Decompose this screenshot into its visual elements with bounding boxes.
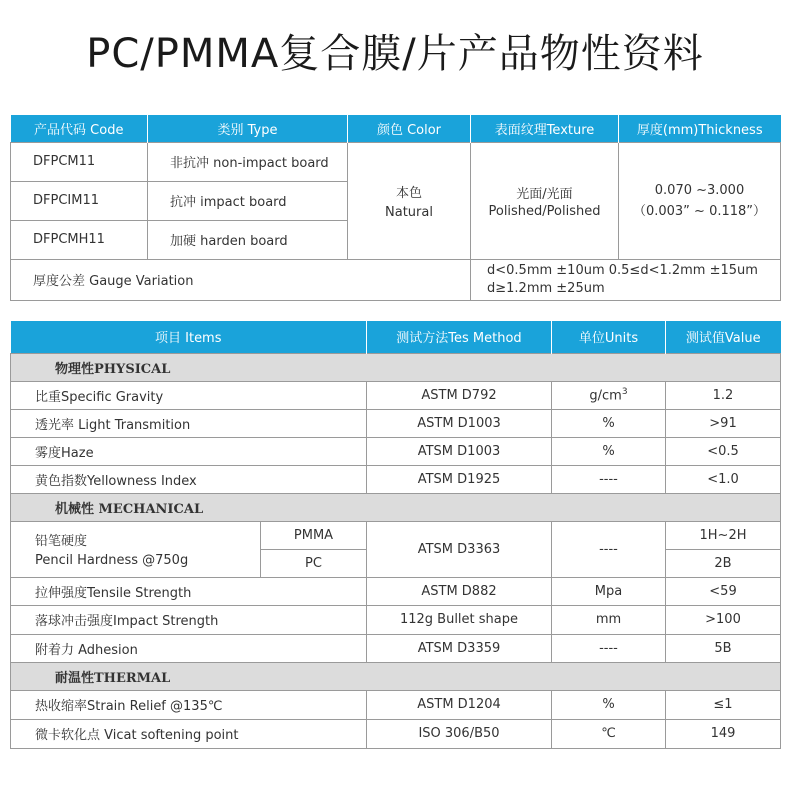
section-title: 物理性PHYSICAL	[11, 353, 781, 381]
section-title: 耐温性THERMAL	[11, 662, 781, 690]
header-type: 类别 Type	[148, 115, 348, 142]
pencil-hardness-label	[11, 521, 261, 577]
unit: %	[552, 437, 666, 465]
unit: mm	[552, 605, 666, 634]
header-thickness: 厚度(mm)Thickness	[619, 115, 781, 142]
header-value: 测试值Value	[666, 321, 781, 353]
test-value: 1.2	[666, 381, 781, 409]
color-cell	[348, 142, 471, 259]
test-method: 112g Bullet shape	[367, 605, 552, 634]
header-texture: 表面纹理Texture	[471, 115, 619, 142]
test-method: ATSM D1003	[367, 437, 552, 465]
test-value: <59	[666, 577, 781, 605]
item-label: 雾度Haze	[11, 437, 367, 465]
header-items: 项目 Items	[11, 321, 367, 353]
item-label: 微卡软化点 Vicat softening point	[11, 719, 367, 748]
test-value: ≤1	[666, 690, 781, 719]
header-method: 测试方法Tes Method	[367, 321, 552, 353]
header-color: 颜色 Color	[348, 115, 471, 142]
test-method: ATSM D3359	[367, 634, 552, 662]
unit: %	[552, 690, 666, 719]
unit: g/cm	[589, 388, 622, 404]
color-en: Natural	[385, 204, 433, 220]
header-code: 产品代码 Code	[11, 115, 148, 142]
test-method: ASTM D1204	[367, 690, 552, 719]
header-units: 单位Units	[552, 321, 666, 353]
test-value: <1.0	[666, 465, 781, 493]
table-row	[11, 690, 781, 719]
product-code: DFPCM11	[11, 142, 148, 181]
item-label: 黄色指数Yellowness Index	[11, 465, 367, 493]
pencil-sub-pmma: PMMA	[261, 521, 367, 549]
product-type: 加硬 harden board	[148, 220, 348, 259]
test-method: ASTM D882	[367, 577, 552, 605]
test-method: ASTM D1003	[367, 409, 552, 437]
test-value: >100	[666, 605, 781, 634]
gauge-line-1: d<0.5mm ±10um 0.5≤d<1.2mm ±15um	[487, 262, 758, 278]
test-method: ASTM D792	[367, 381, 552, 409]
table-row	[11, 465, 781, 493]
section-physical	[11, 353, 781, 381]
test-value: >91	[666, 409, 781, 437]
unit: ----	[552, 521, 666, 577]
item-label: 比重Specific Gravity	[11, 381, 367, 409]
pencil-sub-pc: PC	[261, 549, 367, 577]
gauge-row	[11, 259, 781, 300]
product-type: 非抗冲 non-impact board	[148, 142, 348, 181]
unit-superscript: 3	[621, 386, 628, 397]
gauge-label: 厚度公差 Gauge Variation	[11, 259, 471, 300]
gauge-line-2: d≥1.2mm ±25um	[487, 280, 605, 296]
test-value: 2B	[666, 549, 781, 577]
pencil-label-cn: 铅笔硬度	[35, 534, 88, 549]
product-code: DFPCMH11	[11, 220, 148, 259]
item-label: 附着力 Adhesion	[11, 634, 367, 662]
unit: ----	[552, 634, 666, 662]
table-row	[11, 577, 781, 605]
table-row	[11, 437, 781, 465]
unit: %	[552, 409, 666, 437]
table-row	[11, 409, 781, 437]
test-method: ISO 306/B50	[367, 719, 552, 748]
thickness-cell	[619, 142, 781, 259]
test-value: 5B	[666, 634, 781, 662]
thickness-inch: （0.003” ~ 0.118”）	[632, 203, 767, 219]
unit: ----	[552, 465, 666, 493]
color-cn: 本色	[395, 185, 422, 201]
properties-table	[10, 321, 781, 749]
pencil-label-en: Pencil Hardness @750g	[35, 553, 189, 568]
unit: Mpa	[552, 577, 666, 605]
table-row	[11, 634, 781, 662]
texture-cn: 光面/光面	[516, 186, 573, 202]
gauge-value	[471, 259, 781, 300]
product-code: DFPCIM11	[11, 181, 148, 220]
properties-header-row	[11, 321, 781, 353]
item-label: 拉伸强度Tensile Strength	[11, 577, 367, 605]
test-value: 149	[666, 719, 781, 748]
unit: ℃	[552, 719, 666, 748]
product-spec-table	[10, 115, 781, 301]
table-row	[11, 605, 781, 634]
test-method: ATSM D1925	[367, 465, 552, 493]
item-label: 热收缩率Strain Relief @135℃	[11, 690, 367, 719]
item-label: 透光率 Light Transmition	[11, 409, 367, 437]
table-row	[11, 381, 781, 409]
table-row	[11, 142, 781, 181]
item-label: 落球冲击强度Impact Strength	[11, 605, 367, 634]
unit-cell	[552, 381, 666, 409]
thickness-mm: 0.070 ~3.000	[654, 182, 745, 198]
product-type: 抗冲 impact board	[148, 181, 348, 220]
texture-en: Polished/Polished	[488, 203, 601, 219]
table-row	[11, 521, 781, 549]
test-value: 1H~2H	[666, 521, 781, 549]
section-mechanical	[11, 493, 781, 521]
section-thermal	[11, 662, 781, 690]
test-value: <0.5	[666, 437, 781, 465]
texture-cell	[471, 142, 619, 259]
page-title: PC/PMMA复合膜/片产品物性资料	[86, 31, 704, 77]
section-title: 机械性 MECHANICAL	[11, 493, 781, 521]
test-method: ATSM D3363	[367, 521, 552, 577]
table-row	[11, 719, 781, 748]
spec-header-row	[11, 115, 781, 142]
